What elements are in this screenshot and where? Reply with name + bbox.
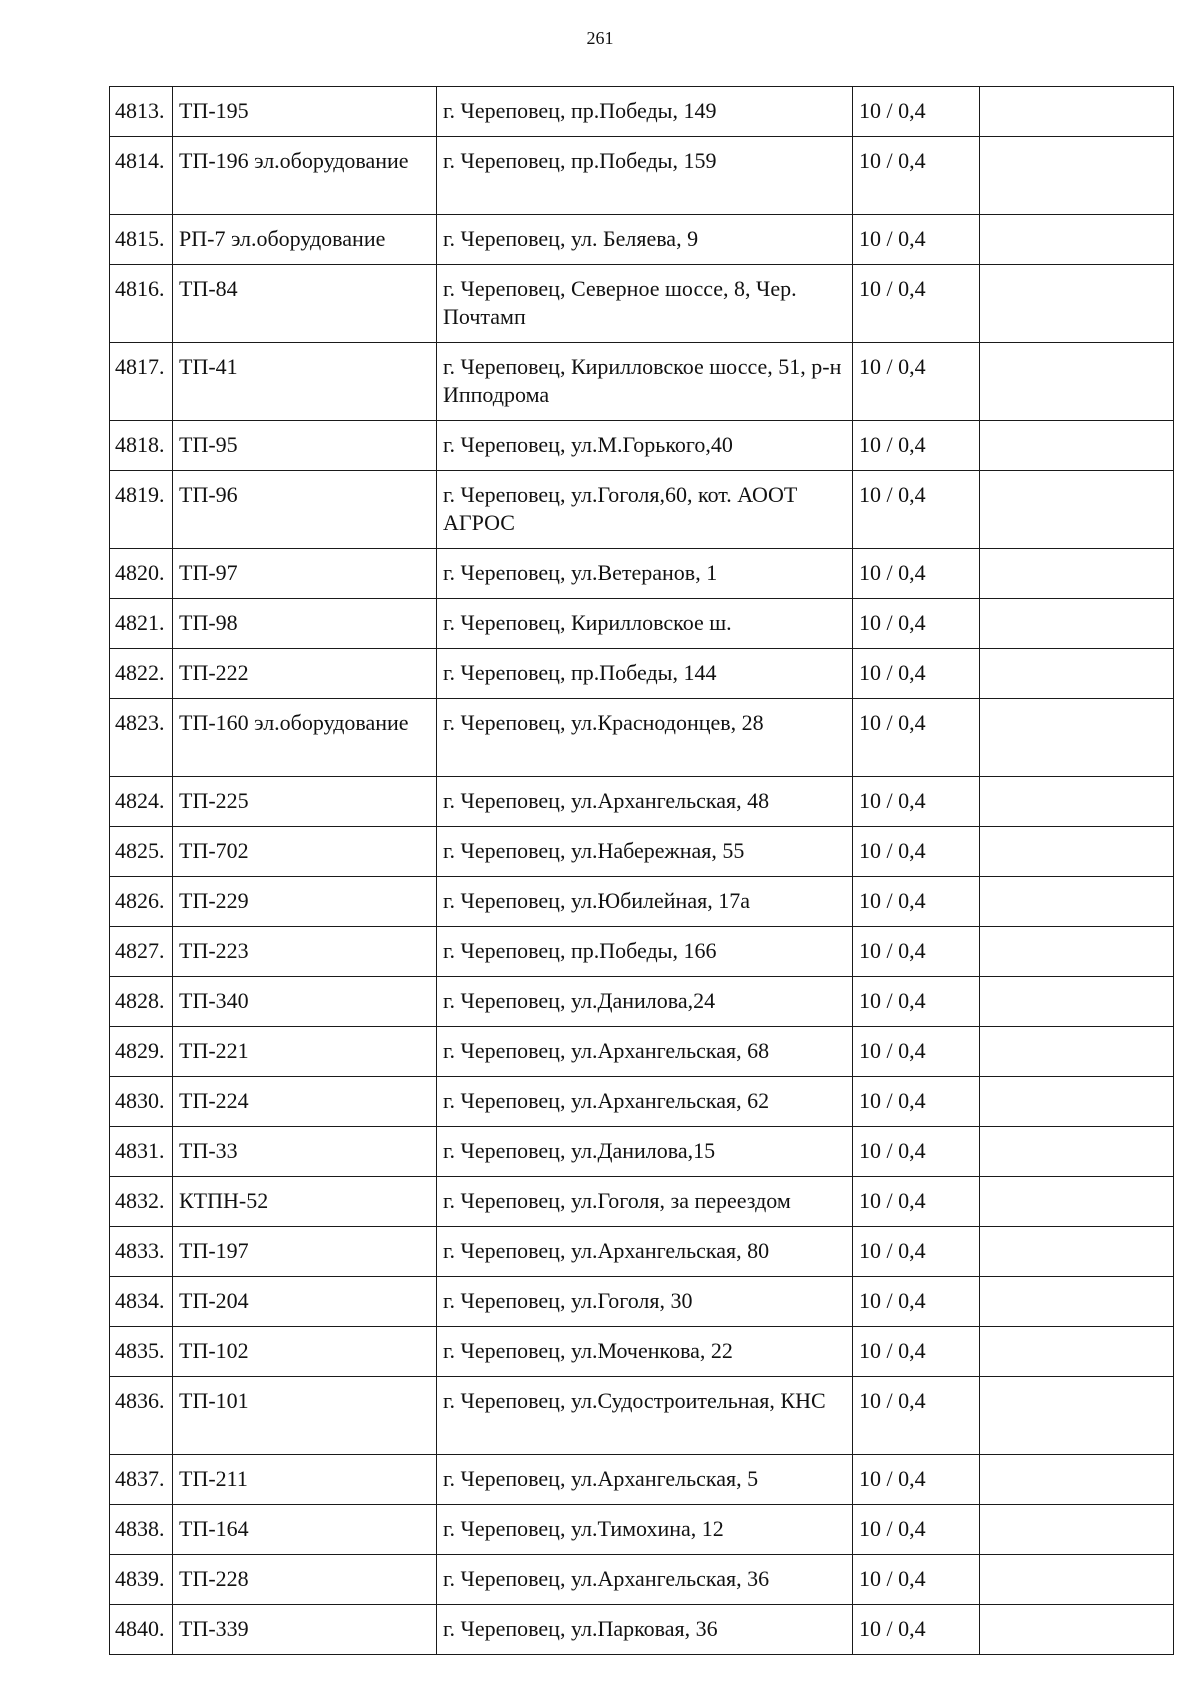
voltage-class: 10 / 0,4 [853, 265, 980, 343]
extra-cell [980, 1127, 1174, 1177]
voltage-class: 10 / 0,4 [853, 421, 980, 471]
table-row [110, 1227, 1174, 1277]
voltage-class: 10 / 0,4 [853, 215, 980, 265]
voltage-class: 10 / 0,4 [853, 777, 980, 827]
extra-cell [980, 137, 1174, 215]
object-address: г. Череповец, ул.Архангельская, 80 [437, 1227, 853, 1277]
table-row [110, 1555, 1174, 1605]
object-name: ТП-101 [173, 1377, 437, 1455]
object-address: г. Череповец, ул.Юбилейная, 17а [437, 877, 853, 927]
voltage-class: 10 / 0,4 [853, 549, 980, 599]
row-number: 4824. [110, 777, 173, 827]
object-name: ТП-164 [173, 1505, 437, 1555]
table-row [110, 265, 1174, 343]
voltage-class: 10 / 0,4 [853, 927, 980, 977]
object-name: ТП-222 [173, 649, 437, 699]
row-number: 4830. [110, 1077, 173, 1127]
row-number: 4831. [110, 1127, 173, 1177]
row-number: 4821. [110, 599, 173, 649]
table-row [110, 1505, 1174, 1555]
voltage-class: 10 / 0,4 [853, 599, 980, 649]
table-row [110, 343, 1174, 421]
table-row [110, 549, 1174, 599]
object-name: КТПН-52 [173, 1177, 437, 1227]
row-number: 4827. [110, 927, 173, 977]
table-row [110, 1027, 1174, 1077]
voltage-class: 10 / 0,4 [853, 877, 980, 927]
table-row [110, 87, 1174, 137]
voltage-class: 10 / 0,4 [853, 471, 980, 549]
voltage-class: 10 / 0,4 [853, 1555, 980, 1605]
object-address: г. Череповец, пр.Победы, 159 [437, 137, 853, 215]
row-number: 4837. [110, 1455, 173, 1505]
extra-cell [980, 977, 1174, 1027]
object-name: ТП-98 [173, 599, 437, 649]
object-name: ТП-702 [173, 827, 437, 877]
row-number: 4816. [110, 265, 173, 343]
object-name: ТП-340 [173, 977, 437, 1027]
row-number: 4814. [110, 137, 173, 215]
table-row [110, 137, 1174, 215]
row-number: 4832. [110, 1177, 173, 1227]
voltage-class: 10 / 0,4 [853, 1377, 980, 1455]
object-address: г. Череповец, ул.Архангельская, 48 [437, 777, 853, 827]
row-number: 4815. [110, 215, 173, 265]
object-address: г. Череповец, ул. Беляева, 9 [437, 215, 853, 265]
row-number: 4836. [110, 1377, 173, 1455]
object-address: г. Череповец, ул.Архангельская, 68 [437, 1027, 853, 1077]
voltage-class: 10 / 0,4 [853, 1077, 980, 1127]
object-address: г. Череповец, ул.Архангельская, 5 [437, 1455, 853, 1505]
extra-cell [980, 87, 1174, 137]
object-name: ТП-223 [173, 927, 437, 977]
extra-cell [980, 777, 1174, 827]
extra-cell [980, 699, 1174, 777]
table-row [110, 1277, 1174, 1327]
voltage-class: 10 / 0,4 [853, 977, 980, 1027]
object-address: г. Череповец, ул.Гоголя, за переездом [437, 1177, 853, 1227]
object-name: РП-7 эл.оборудование [173, 215, 437, 265]
object-address: г. Череповец, ул.Краснодонцев, 28 [437, 699, 853, 777]
object-name: ТП-84 [173, 265, 437, 343]
table-row [110, 927, 1174, 977]
extra-cell [980, 1455, 1174, 1505]
row-number: 4820. [110, 549, 173, 599]
voltage-class: 10 / 0,4 [853, 1027, 980, 1077]
object-name: ТП-95 [173, 421, 437, 471]
table-row [110, 649, 1174, 699]
voltage-class: 10 / 0,4 [853, 1605, 980, 1655]
object-address: г. Череповец, пр.Победы, 144 [437, 649, 853, 699]
table-row [110, 421, 1174, 471]
table-row [110, 1077, 1174, 1127]
extra-cell [980, 649, 1174, 699]
object-address: г. Череповец, ул.Моченкова, 22 [437, 1327, 853, 1377]
extra-cell [980, 1277, 1174, 1327]
object-address: г. Череповец, ул.Судостроительная, КНС [437, 1377, 853, 1455]
table-row [110, 977, 1174, 1027]
table-row [110, 1127, 1174, 1177]
row-number: 4822. [110, 649, 173, 699]
voltage-class: 10 / 0,4 [853, 137, 980, 215]
object-name: ТП-221 [173, 1027, 437, 1077]
voltage-class: 10 / 0,4 [853, 1505, 980, 1555]
object-address: г. Череповец, Северное шоссе, 8, Чер. Почтамп [437, 265, 853, 343]
row-number: 4825. [110, 827, 173, 877]
object-address: г. Череповец, ул.Гоголя,60, кот. АООТ АГРОС [437, 471, 853, 549]
object-name: ТП-97 [173, 549, 437, 599]
table-row [110, 1377, 1174, 1455]
object-address: г. Череповец, пр.Победы, 149 [437, 87, 853, 137]
voltage-class: 10 / 0,4 [853, 1177, 980, 1227]
object-name: ТП-160 эл.оборудование [173, 699, 437, 777]
object-name: ТП-96 [173, 471, 437, 549]
voltage-class: 10 / 0,4 [853, 1127, 980, 1177]
object-address: г. Череповец, ул.Ветеранов, 1 [437, 549, 853, 599]
table-row [110, 1455, 1174, 1505]
object-address: г. Череповец, Кирилловское шоссе, 51, р-н Ипподрома [437, 343, 853, 421]
extra-cell [980, 1077, 1174, 1127]
object-name: ТП-224 [173, 1077, 437, 1127]
voltage-class: 10 / 0,4 [853, 1277, 980, 1327]
row-number: 4834. [110, 1277, 173, 1327]
voltage-class: 10 / 0,4 [853, 1327, 980, 1377]
extra-cell [980, 877, 1174, 927]
extra-cell [980, 1505, 1174, 1555]
extra-cell [980, 215, 1174, 265]
registry-table [109, 86, 1174, 1655]
extra-cell [980, 343, 1174, 421]
table-row [110, 827, 1174, 877]
object-address: г. Череповец, ул.Набережная, 55 [437, 827, 853, 877]
object-address: г. Череповец, ул.Данилова,24 [437, 977, 853, 1027]
object-address: г. Череповец, ул.Тимохина, 12 [437, 1505, 853, 1555]
row-number: 4826. [110, 877, 173, 927]
extra-cell [980, 1377, 1174, 1455]
object-address: г. Череповец, ул.Архангельская, 36 [437, 1555, 853, 1605]
object-address: г. Череповец, ул.Данилова,15 [437, 1127, 853, 1177]
row-number: 4819. [110, 471, 173, 549]
table-row [110, 877, 1174, 927]
object-name: ТП-195 [173, 87, 437, 137]
object-address: г. Череповец, ул.Архангельская, 62 [437, 1077, 853, 1127]
extra-cell [980, 827, 1174, 877]
table-row [110, 777, 1174, 827]
object-name: ТП-196 эл.оборудование [173, 137, 437, 215]
row-number: 4838. [110, 1505, 173, 1555]
voltage-class: 10 / 0,4 [853, 1227, 980, 1277]
extra-cell [980, 599, 1174, 649]
row-number: 4840. [110, 1605, 173, 1655]
object-name: ТП-211 [173, 1455, 437, 1505]
row-number: 4817. [110, 343, 173, 421]
page-number: 261 [586, 28, 614, 48]
table-row [110, 699, 1174, 777]
object-address: г. Череповец, ул.Гоголя, 30 [437, 1277, 853, 1327]
extra-cell [980, 549, 1174, 599]
row-number: 4818. [110, 421, 173, 471]
object-address: г. Череповец, Кирилловское ш. [437, 599, 853, 649]
voltage-class: 10 / 0,4 [853, 699, 980, 777]
table-row [110, 215, 1174, 265]
object-name: ТП-229 [173, 877, 437, 927]
extra-cell [980, 1027, 1174, 1077]
extra-cell [980, 1605, 1174, 1655]
extra-cell [980, 421, 1174, 471]
table-row [110, 471, 1174, 549]
row-number: 4835. [110, 1327, 173, 1377]
table-row [110, 1327, 1174, 1377]
extra-cell [980, 927, 1174, 977]
object-name: ТП-228 [173, 1555, 437, 1605]
row-number: 4839. [110, 1555, 173, 1605]
object-name: ТП-204 [173, 1277, 437, 1327]
row-number: 4823. [110, 699, 173, 777]
extra-cell [980, 471, 1174, 549]
object-name: ТП-102 [173, 1327, 437, 1377]
voltage-class: 10 / 0,4 [853, 827, 980, 877]
extra-cell [980, 1555, 1174, 1605]
table-row [110, 1177, 1174, 1227]
voltage-class: 10 / 0,4 [853, 343, 980, 421]
object-address: г. Череповец, ул.М.Горького,40 [437, 421, 853, 471]
row-number: 4813. [110, 87, 173, 137]
table-row [110, 1605, 1174, 1655]
object-name: ТП-225 [173, 777, 437, 827]
extra-cell [980, 1327, 1174, 1377]
voltage-class: 10 / 0,4 [853, 87, 980, 137]
table-row [110, 599, 1174, 649]
object-address: г. Череповец, ул.Парковая, 36 [437, 1605, 853, 1655]
row-number: 4828. [110, 977, 173, 1027]
object-address: г. Череповец, пр.Победы, 166 [437, 927, 853, 977]
extra-cell [980, 1227, 1174, 1277]
voltage-class: 10 / 0,4 [853, 649, 980, 699]
object-name: ТП-339 [173, 1605, 437, 1655]
object-name: ТП-41 [173, 343, 437, 421]
row-number: 4833. [110, 1227, 173, 1277]
object-name: ТП-33 [173, 1127, 437, 1177]
object-name: ТП-197 [173, 1227, 437, 1277]
extra-cell [980, 265, 1174, 343]
row-number: 4829. [110, 1027, 173, 1077]
voltage-class: 10 / 0,4 [853, 1455, 980, 1505]
extra-cell [980, 1177, 1174, 1227]
